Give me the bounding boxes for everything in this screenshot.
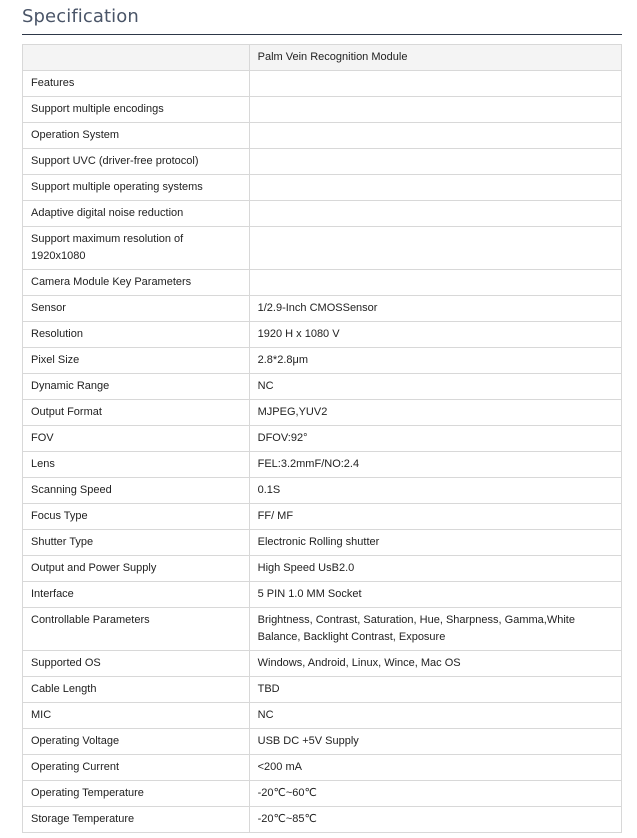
param-name-cell: Operation System [23,123,250,149]
table-row [23,270,622,296]
table-row [23,348,622,374]
param-name-cell: Support multiple encodings [23,97,250,123]
param-name-cell: Sensor [23,296,250,322]
heading-divider [22,34,622,35]
table-row [23,755,622,781]
param-name-cell: Shutter Type [23,530,250,556]
param-name-cell: Resolution [23,322,250,348]
param-name-cell: Operating Temperature [23,781,250,807]
param-name-cell: FOV [23,426,250,452]
header-param-cell [23,45,250,71]
param-value-cell: MJPEG,YUV2 [249,400,621,426]
specification-table-body [23,45,622,833]
table-row [23,781,622,807]
table-row [23,97,622,123]
param-name-cell: Support UVC (driver-free protocol) [23,149,250,175]
param-value-cell: 2.8*2.8μm [249,348,621,374]
param-value-cell: NC [249,703,621,729]
param-value-cell: FEL:3.2mmF/NO:2.4 [249,452,621,478]
param-value-cell: 5 PIN 1.0 MM Socket [249,582,621,608]
param-name-cell: Adaptive digital noise reduction [23,201,250,227]
param-name-cell: Storage Temperature [23,807,250,833]
param-value-cell: Windows, Android, Linux, Wince, Mac OS [249,651,621,677]
param-name-cell: Operating Current [23,755,250,781]
param-value-cell: Brightness, Contrast, Saturation, Hue, Sharpness, Gamma,White Balance, Backlight Contrast, Exposure [249,608,621,651]
header-product-cell: Palm Vein Recognition Module [249,45,621,71]
param-value-cell [249,149,621,175]
table-row [23,582,622,608]
param-name-cell: Support maximum resolution of 1920x1080 [23,227,250,270]
table-row [23,478,622,504]
table-row [23,123,622,149]
param-name-cell: Cable Length [23,677,250,703]
param-name-cell: Camera Module Key Parameters [23,270,250,296]
param-value-cell [249,270,621,296]
param-value-cell: <200 mA [249,755,621,781]
param-value-cell: -20℃~60℃ [249,781,621,807]
param-value-cell: TBD [249,677,621,703]
table-row [23,807,622,833]
param-value-cell [249,175,621,201]
table-row [23,175,622,201]
param-value-cell [249,71,621,97]
table-row [23,296,622,322]
param-name-cell: Interface [23,582,250,608]
table-row [23,322,622,348]
table-row [23,452,622,478]
param-name-cell: Dynamic Range [23,374,250,400]
param-value-cell: High Speed UsB2.0 [249,556,621,582]
param-name-cell: Support multiple operating systems [23,175,250,201]
param-name-cell: Output Format [23,400,250,426]
param-value-cell: 1/2.9-Inch CMOSSensor [249,296,621,322]
param-name-cell: Focus Type [23,504,250,530]
table-row [23,149,622,175]
table-row [23,608,622,651]
table-row [23,504,622,530]
table-row [23,530,622,556]
table-row [23,729,622,755]
table-row [23,703,622,729]
param-name-cell: MIC [23,703,250,729]
param-value-cell: 1920 H x 1080 V [249,322,621,348]
section-heading: Specification [22,6,139,27]
param-value-cell: USB DC +5V Supply [249,729,621,755]
param-value-cell: FF/ MF [249,504,621,530]
specification-table [22,44,622,833]
table-row [23,556,622,582]
param-name-cell: Scanning Speed [23,478,250,504]
param-name-cell: Features [23,71,250,97]
param-name-cell: Controllable Parameters [23,608,250,651]
table-header-row [23,45,622,71]
table-row [23,426,622,452]
param-value-cell: -20℃~85℃ [249,807,621,833]
table-row [23,71,622,97]
table-row [23,677,622,703]
table-row [23,374,622,400]
param-name-cell: Lens [23,452,250,478]
table-row [23,400,622,426]
table-row [23,201,622,227]
param-value-cell: Electronic Rolling shutter [249,530,621,556]
param-value-cell: DFOV:92° [249,426,621,452]
param-name-cell: Pixel Size [23,348,250,374]
param-name-cell: Output and Power Supply [23,556,250,582]
param-name-cell: Supported OS [23,651,250,677]
param-name-cell: Operating Voltage [23,729,250,755]
param-value-cell [249,97,621,123]
param-value-cell [249,227,621,270]
param-value-cell: 0.1S [249,478,621,504]
param-value-cell [249,123,621,149]
param-value-cell: NC [249,374,621,400]
table-row [23,651,622,677]
table-row [23,227,622,270]
param-value-cell [249,201,621,227]
